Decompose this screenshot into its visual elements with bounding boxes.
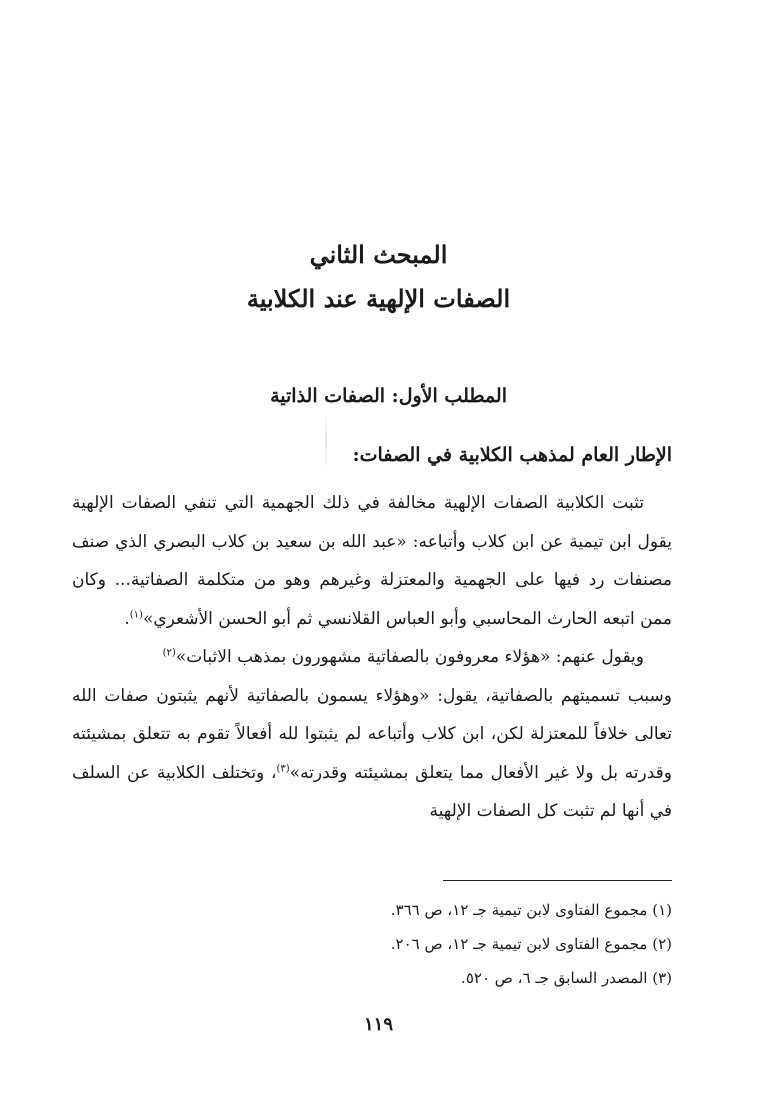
footnote-item: (٣) المصدر السابق جـ ٦، ص ٥٢٠. — [461, 969, 672, 987]
footnote-item: (٢) مجموع الفتاوى لابن تيمية جـ ١٢، ص ٢٠٦. — [390, 935, 672, 953]
paragraph — [72, 677, 672, 831]
paragraph-tail: . — [124, 608, 130, 629]
paragraph-text: وسبب تسميتهم بالصفاتية، يقول: «وهؤلاء يسمون بالصفاتية لأنهم يثبتون صفات الله تعالى خلافاً للمعتزلة لكن، ابن كلاب وأتباعه لم يثبتوا لله أفعالاً تقوم به تتعلق بمشيئته وقدرته بل ولا غير الأفعال مما يتعلق بمشيئته وقدرته» — [72, 685, 672, 783]
chapter-title: الصفات الإلهية عند الكلابية — [246, 284, 511, 313]
page-number: ١١٩ — [363, 1014, 393, 1035]
footnotes — [112, 893, 672, 995]
footnote-ref: (١) — [129, 608, 143, 620]
footnote-item: (١) مجموع الفتاوى لابن تيمية جـ ١٢، ص ٣٦٦. — [390, 901, 672, 919]
footnote-divider — [443, 880, 672, 881]
body-text — [72, 484, 672, 831]
chapter-number: المبحث الثاني — [309, 240, 448, 269]
paragraph — [72, 638, 672, 677]
paragraph-text: تثبت الكلابية الصفات الإلهية مخالفة في ذلك الجهمية التي تنفي الصفات الإلهية يقول ابن تيمية عن ابن كلاب وأتباعه: «عبد الله بن سعيد بن كلاب البصري الذي صنف مصنفات رد فيها على الجهمية والمعتزلة وغيرهم وهو من متكلمة الصفاتية... وكان ممن اتبعه الحارث المحاسبي وأبو العباس القلانسي ثم أبو الحسن الأشعري» — [72, 493, 672, 629]
sub-heading: الإطار العام لمذهب الكلابية في الصفات: — [352, 444, 672, 466]
footnote-ref: (٢) — [162, 647, 176, 659]
paragraph-text: ويقول عنهم: «هؤلاء معروفون بالصفاتية مشهورون بمذهب الاثبات» — [175, 647, 644, 667]
section-heading: المطلب الأول: الصفات الذاتية — [270, 385, 507, 407]
paragraph-tail: ، وتختلف الكلابية عن السلف في أنها لم تثبت كل الصفات الإلهية — [72, 762, 672, 821]
paragraph — [72, 484, 672, 638]
footnote-ref: (٣) — [276, 762, 290, 774]
